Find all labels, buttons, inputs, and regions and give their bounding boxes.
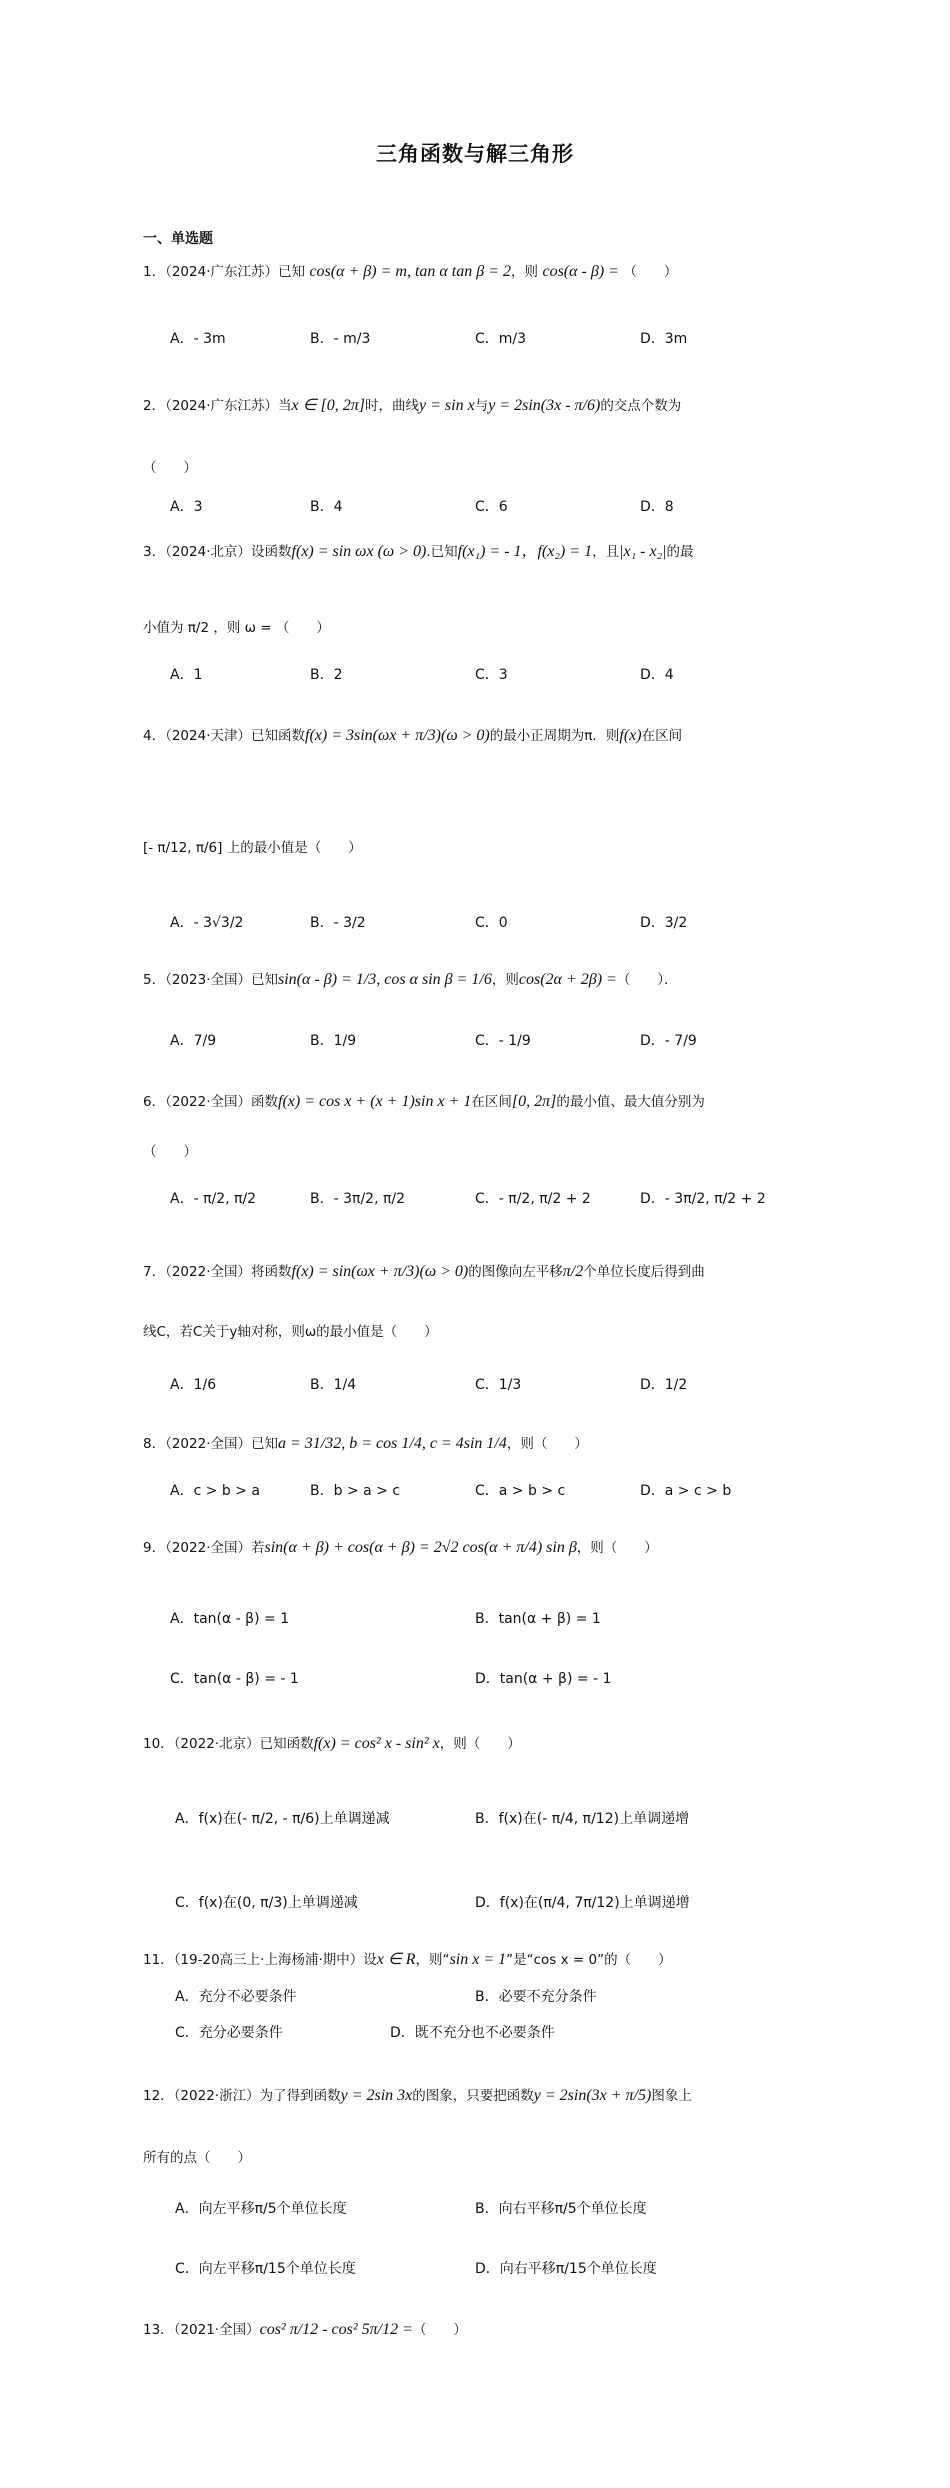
- q2-tail: 的交点个数为: [600, 398, 682, 414]
- q6-option-a: A．- π/2, π/2: [170, 1191, 257, 1207]
- q7-line2: 线C，若C关于y轴对称，则ω的最小值是（ ）: [143, 1324, 438, 1340]
- q6-source: （2022·全国）函数: [165, 1094, 278, 1110]
- q1-expr2: cos(α - β) =: [542, 263, 619, 280]
- q2-num: 2．: [143, 398, 166, 414]
- q3-option-b: B．2: [310, 667, 343, 683]
- q7-expr: f(x) = sin(ωx + π/3)(ω > 0): [291, 1263, 469, 1280]
- q2-option-a: A．3: [170, 499, 203, 515]
- q4-option-a: A．- 3√3/2: [170, 915, 244, 931]
- q6-expr: f(x) = cos x + (x + 1)sin x + 1: [278, 1093, 472, 1110]
- q6-tail2: （ ）: [143, 1144, 197, 1160]
- q4-line2: [- π/12, π/6] 上的最小值是（ ）: [143, 840, 362, 856]
- q7-option-d: D．1/2: [640, 1377, 688, 1393]
- q12-option-b: B．向右平移π/5个单位长度: [475, 2201, 647, 2217]
- q9-expr: sin(α + β) + cos(α + β) = 2√2 cos(α + π/4) sin β: [264, 1539, 577, 1556]
- q11-tail: ”是“cos x = 0”的（ ）: [506, 1952, 672, 1968]
- q4-option-b: B．- 3/2: [310, 915, 366, 931]
- q5-expr2: cos(2α + 2β) =: [518, 971, 617, 988]
- q12-tail: 图象上: [651, 2088, 692, 2104]
- q6-option-d: D．- 3π/2, π/2 + 2: [640, 1191, 766, 1207]
- q11-source: （19-20高三上·上海杨浦·期中）设: [173, 1952, 377, 1968]
- q8-option-c: C．a > b > c: [475, 1483, 566, 1499]
- question-10: [143, 1734, 823, 1754]
- q8-num: 8．: [143, 1436, 166, 1452]
- q10-tail: ，则（ ）: [439, 1736, 521, 1752]
- q5-option-a: A．7/9: [170, 1033, 217, 1049]
- q8-option-d: D．a > c > b: [640, 1483, 732, 1499]
- question-6: [143, 1092, 823, 1112]
- q12-option-d: D．向右平移π/15个单位长度: [475, 2261, 657, 2277]
- q12-line-2: [143, 2148, 823, 2168]
- q4-tail: 在区间: [641, 728, 683, 744]
- q13-expr: cos² π/12 - cos² 5π/12 =: [259, 2321, 413, 2338]
- q7-option-a: A．1/6: [170, 1377, 217, 1393]
- q1-source: （2024·广东江苏）已知: [165, 264, 305, 280]
- question-9: [143, 1538, 823, 1558]
- q9-option-a: A．tan(α - β) = 1: [170, 1611, 290, 1627]
- question-1: [143, 262, 823, 282]
- q2-mid: 时，曲线: [365, 398, 420, 414]
- q2-source: （2024·广东江苏）当: [165, 398, 292, 414]
- q7-num: 7．: [143, 1264, 166, 1280]
- q10-expr: f(x) = cos² x - sin² x: [313, 1735, 440, 1752]
- q2-mid2: 与: [474, 398, 489, 414]
- q4-num: 4．: [143, 728, 166, 744]
- q3-expr: f(x) = sin ωx (ω > 0): [291, 543, 427, 560]
- q7-tail: 个单位长度后得到曲: [583, 1264, 705, 1280]
- q9-option-d: D．tan(α + β) = - 1: [475, 1671, 612, 1687]
- q9-option-c: C．tan(α - β) = - 1: [170, 1671, 299, 1687]
- q3-option-d: D．4: [640, 667, 674, 683]
- question-4: [143, 726, 823, 746]
- q5-option-b: B．1/9: [310, 1033, 357, 1049]
- q12-option-c: C．向左平移π/15个单位长度: [175, 2261, 356, 2277]
- q2-line-2: [143, 458, 823, 478]
- q11-expr2: sin x = 1: [449, 1951, 507, 1968]
- question-5: [143, 970, 823, 990]
- q7-option-c: C．1/3: [475, 1377, 522, 1393]
- q4-option-d: D．3/2: [640, 915, 688, 931]
- q8-option-a: A．c > b > a: [170, 1483, 261, 1499]
- q1-option-d: D．3m: [640, 331, 688, 347]
- q9-num: 9．: [143, 1540, 166, 1556]
- q9-source: （2022·全国）若: [165, 1540, 265, 1556]
- q6-num: 6．: [143, 1094, 166, 1110]
- q2-option-d: D．8: [640, 499, 674, 515]
- q1-num: 1．: [143, 264, 166, 280]
- q12-mid: 的图象，只要把函数: [412, 2088, 534, 2104]
- q3-expr2: f(x₁) = - 1，f(x₂) = 1: [457, 543, 593, 560]
- question-3: [143, 542, 823, 562]
- q12-line2: 所有的点（ ）: [143, 2150, 251, 2166]
- q3-option-c: C．3: [475, 667, 508, 683]
- q12-source: （2022·浙江）为了得到函数: [173, 2088, 341, 2104]
- question-2: [143, 396, 823, 416]
- q6-option-c: C．- π/2, π/2 + 2: [475, 1191, 591, 1207]
- q8-expr: a = 31/32, b = cos 1/4, c = 4sin 1/4: [278, 1435, 507, 1452]
- q9-option-b: B．tan(α + β) = 1: [475, 1611, 601, 1627]
- q2-expr: x ∈ [0, 2π]: [291, 397, 366, 414]
- q3-mid: .已知: [426, 544, 458, 560]
- q13-tail: （ ）: [412, 2322, 467, 2338]
- q11-option-b: B．必要不充分条件: [475, 1989, 597, 2005]
- q5-mid: ，则: [491, 972, 519, 988]
- q4-line-2: [143, 838, 823, 858]
- q11-mid: ，则“: [415, 1952, 450, 1968]
- q5-source: （2023·全国）已知: [165, 972, 278, 988]
- q3-num: 3．: [143, 544, 166, 560]
- q1-option-b: B．- m/3: [310, 331, 371, 347]
- q3-expr3: |x₁ - x₂|: [619, 543, 667, 560]
- question-12: [143, 2086, 823, 2106]
- q8-tail: ，则（ ）: [506, 1436, 588, 1452]
- q10-source: （2022·北京）已知函数: [173, 1736, 314, 1752]
- q7-mid: 的图像向左平移: [468, 1264, 563, 1280]
- question-8: [143, 1434, 823, 1454]
- q4-option-c: C．0: [475, 915, 508, 931]
- q4-expr: f(x) = 3sin(ωx + π/3)(ω > 0): [305, 727, 490, 744]
- section-heading: 一、单选题: [143, 231, 213, 247]
- q9-tail: ，则（ ）: [576, 1540, 658, 1556]
- q12-expr2: y = 2sin(3x + π/5): [533, 2087, 652, 2104]
- q8-source: （2022·全国）已知: [165, 1436, 278, 1452]
- q7-line-2: [143, 1322, 823, 1342]
- q13-source: （2021·全国）: [173, 2322, 260, 2338]
- q4-expr2: f(x): [619, 727, 642, 744]
- q5-tail: （ ）．: [616, 972, 678, 988]
- q3-line-2: [143, 618, 823, 638]
- question-13: [143, 2320, 823, 2340]
- q11-option-d: D．既不充分也不必要条件: [390, 2025, 555, 2041]
- q10-num: 10．: [143, 1736, 174, 1752]
- q11-num: 11．: [143, 1952, 174, 1968]
- q13-num: 13．: [143, 2322, 174, 2338]
- q12-expr: y = 2sin 3x: [340, 2087, 413, 2104]
- q3-tail2: 的最: [666, 544, 694, 560]
- q11-option-c: C．充分必要条件: [175, 2025, 283, 2041]
- q7-expr2: π/2: [562, 1263, 584, 1280]
- q6-option-b: B．- 3π/2, π/2: [310, 1191, 406, 1207]
- q7-option-b: B．1/4: [310, 1377, 357, 1393]
- q1-option-c: C．m/3: [475, 331, 527, 347]
- q2-expr2: y = sin x: [419, 397, 475, 414]
- q11-expr: x ∈ R: [376, 1951, 416, 1968]
- q12-num: 12．: [143, 2088, 174, 2104]
- q4-source: （2024·天津）已知函数: [165, 728, 305, 744]
- q8-option-b: B．b > a > c: [310, 1483, 401, 1499]
- q2-expr3: y = 2sin(3x - π/6): [488, 397, 601, 414]
- q6-tail: 的最小值、最大值分别为: [556, 1094, 705, 1110]
- q10-option-d: D．f(x)在(π/4, 7π/12)上单调递增: [475, 1895, 690, 1911]
- q3-tail: ，且: [592, 544, 620, 560]
- q3-option-a: A．1: [170, 667, 203, 683]
- q6-mid: 在区间: [471, 1094, 512, 1110]
- q5-option-c: C．- 1/9: [475, 1033, 531, 1049]
- q1-expr: cos(α + β) = m, tan α tan β = 2: [309, 263, 512, 280]
- q1-option-a: A．- 3m: [170, 331, 226, 347]
- q11-option-a: A．充分不必要条件: [175, 1989, 297, 2005]
- q5-option-d: D．- 7/9: [640, 1033, 697, 1049]
- q5-num: 5．: [143, 972, 166, 988]
- q4-mid: 的最小正周期为π．则: [489, 728, 620, 744]
- q10-option-a: A．f(x)在(- π/2, - π/6)上单调递减: [175, 1811, 390, 1827]
- q6-expr2: [0, 2π]: [511, 1093, 557, 1110]
- q1-tail: （ ）: [623, 264, 678, 280]
- q2-option-c: C．6: [475, 499, 508, 515]
- q2-tail2: （ ）: [143, 460, 197, 476]
- q5-expr: sin(α - β) = 1/3, cos α sin β = 1/6: [278, 971, 492, 988]
- q10-option-c: C．f(x)在(0, π/3)上单调递减: [175, 1895, 358, 1911]
- question-7: [143, 1262, 823, 1282]
- q6-line-2: [143, 1142, 823, 1162]
- q1-mid: ，则: [511, 264, 539, 280]
- q12-option-a: A．向左平移π/5个单位长度: [175, 2201, 347, 2217]
- q10-option-b: B．f(x)在(- π/4, π/12)上单调递增: [475, 1811, 690, 1827]
- document-title: 三角函数与解三角形: [376, 142, 574, 166]
- q3-line2: 小值为 π/2 ，则 ω = （ ）: [143, 620, 330, 636]
- q3-source: （2024·北京）设函数: [165, 544, 292, 560]
- question-11: [143, 1950, 823, 1970]
- q7-source: （2022·全国）将函数: [165, 1264, 292, 1280]
- q2-option-b: B．4: [310, 499, 343, 515]
